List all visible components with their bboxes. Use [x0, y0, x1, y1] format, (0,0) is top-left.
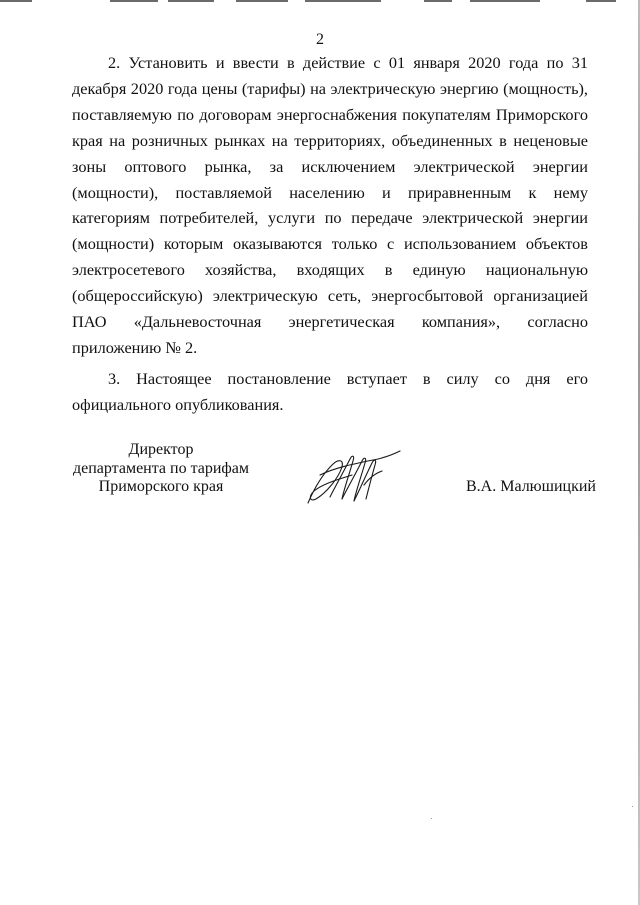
page-number: 2 [316, 31, 324, 48]
scan-speck [431, 818, 432, 819]
signatory-name: В.А. Малюшицкий [466, 478, 596, 495]
scan-edge-top [0, 0, 640, 3]
signature-block [0, 441, 640, 511]
handwritten-signature [300, 445, 410, 507]
body-text [72, 50, 588, 418]
signatory-position-line: Директор [128, 441, 194, 458]
scan-speck [632, 806, 633, 807]
signatory-position-line: Приморского края [98, 478, 224, 495]
paragraph-2: 2. Установить и ввести в действие с 01 января 2020 года по 31 декабря 2020 года цены (тарифы) на электрическую энергию (мощность), поставляемую по договорам энергоснабжения покупателям Приморского края на розничных рынках на территориях, объединенных в неценовые зоны оптового рынка, за исключением электрической энергии (мощности), поставляемой населению и приравненным к нему категориям потребителей, услуги по передаче электрической энергии (мощности) которым оказываются только с использованием объектов электросетевого хозяйства, входящих в единую национальную (общероссийскую) электрическую сеть, энергосбытовой организацией ПАО «Дальневосточная энергетическая компания», согласно приложению № 2. [72, 53, 588, 357]
paragraph-3: 3. Настоящее постановление вступает в силу со дня его официального опубликования. [72, 368, 588, 414]
signatory-position [62, 441, 260, 497]
signatory-position-line: департамента по тарифам [72, 459, 250, 477]
